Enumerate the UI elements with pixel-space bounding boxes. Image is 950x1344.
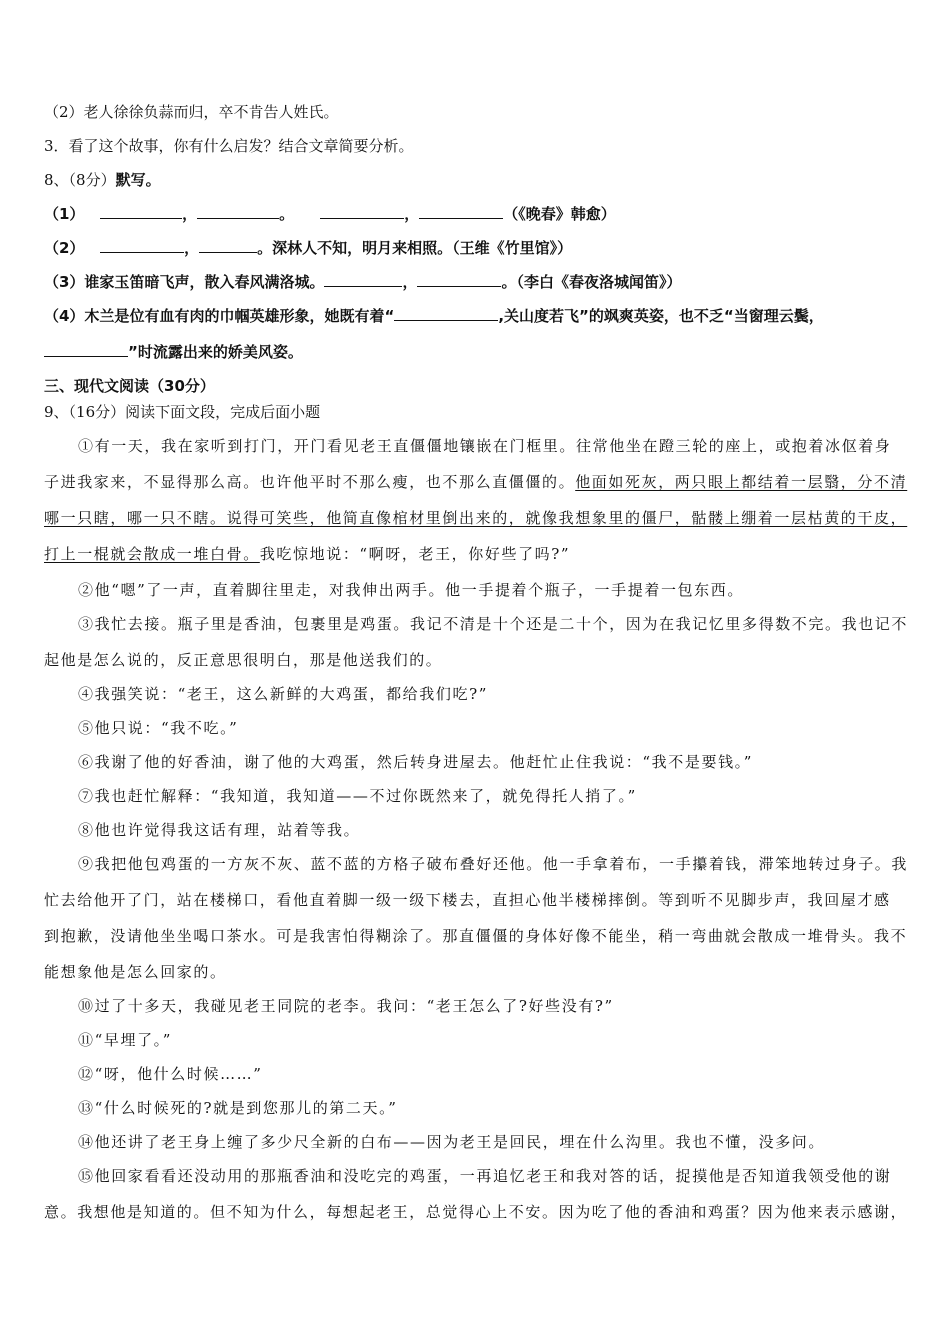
- paragraph-1-line-4: 打上一棍就会散成一堆白骨。我吃惊地说：“啊呀，老王，你好些了吗?”: [44, 545, 571, 563]
- paragraph-9-line-3: 到抱歉，没请他坐坐喝口茶水。可是我害怕得糊涂了。那直僵僵的身体好像不能坐，稍一弯曲就会散成一堆骨头。我不: [44, 927, 908, 945]
- paragraph-2: ②他“嗯”了一声，直着脚往里走，对我伸出两手。他一手提着个瓶子，一手提着一包东西。: [78, 581, 744, 599]
- paragraph-14: ⑭他还讲了老王身上缠了多少尺全新的白布——因为老王是回民，埋在什么沟里。我也不懂，没多问。: [78, 1133, 826, 1151]
- section-3-heading: 三、现代文阅读（30分）: [44, 377, 215, 395]
- blank[interactable]: [394, 306, 498, 321]
- blank[interactable]: [320, 204, 404, 219]
- paragraph-9-line-1: ⑨我把他包鸡蛋的一方灰不灰、蓝不蓝的方格子破布叠好还他。他一手拿着布，一手攥着钱，滞笨地转过身子。我: [78, 855, 909, 873]
- paragraph-9-line-2: 忙去给他开了门，站在楼梯口，看他直着脚一级一级下楼去，直担心他半楼梯摔倒。等到听不见脚步声，我回屋才感: [44, 891, 891, 909]
- blank[interactable]: [197, 204, 279, 219]
- blank[interactable]: [324, 272, 402, 287]
- paragraph-9-line-4: 能想象他是怎么回家的。: [44, 963, 227, 981]
- paragraph-1-line-2: 子进我家来，不显得那么高。也许他平时不那么瘦，也不那么直僵僵的。他面如死灰，两只眼上都结着一层翳，分不清: [44, 473, 908, 491]
- paragraph-15-line-2: 意。我想他是知道的。但不知为什么，每想起老王，总觉得心上不安。因为吃了他的香油和鸡蛋？因为他来表示感谢，: [44, 1203, 908, 1221]
- dictation-item-1: （1） ， 。 ， （《晚春》韩愈）: [44, 205, 616, 223]
- question-9-header: 9、（16分）阅读下面文段，完成后面小题: [44, 403, 321, 421]
- blank[interactable]: [417, 272, 501, 287]
- blank[interactable]: [419, 204, 503, 219]
- paragraph-6: ⑥我谢了他的好香油，谢了他的大鸡蛋，然后转身进屋去。他赶忙止住我说：“我不是要钱。”: [78, 753, 754, 771]
- paragraph-10: ⑩过了十多天，我碰见老王同院的老李。我问：“老王怎么了?好些没有?”: [78, 997, 614, 1015]
- paragraph-12: ⑫“呀，他什么时候……”: [78, 1065, 263, 1083]
- paragraph-11: ⑪“早埋了。”: [78, 1031, 173, 1049]
- paragraph-7: ⑦我也赶忙解释：“我知道，我知道——不过你既然来了，就免得托人捎了。”: [78, 787, 637, 805]
- blank[interactable]: [44, 342, 128, 357]
- answer-line-2: （2）老人徐徐负蒜而归，卒不肯告人姓氏。: [44, 103, 339, 121]
- paragraph-4: ④我强笑说：“老王，这么新鲜的大鸡蛋，都给我们吃?”: [78, 685, 488, 703]
- blank[interactable]: [100, 238, 184, 253]
- paragraph-3-line-1: ③我忙去接。瓶子里是香油，包裹里是鸡蛋。我记不清是十个还是二十个，因为在我记忆里多得数不完。我也记不: [78, 615, 909, 633]
- question-3: 3．看了这个故事，你有什么启发？结合文章简要分析。: [44, 137, 414, 155]
- paragraph-8: ⑧他也许觉得我这话有理，站着等我。: [78, 821, 361, 839]
- paragraph-13: ⑬“什么时候死的?就是到您那儿的第二天。”: [78, 1099, 398, 1117]
- blank[interactable]: [199, 238, 257, 253]
- question-8-header: 8、（8分）默写。: [44, 171, 161, 189]
- dictation-item-3: （3）谁家玉笛暗飞声，散入春风满洛城。 ， 。（李白《春夜洛城闻笛》）: [44, 273, 682, 291]
- paragraph-1-line-3: 哪一只瞎，哪一只不瞎。说得可笑些，他简直像棺材里倒出来的，就像我想象里的僵尸，骷髅上绷着一层枯黄的干皮，: [44, 509, 908, 527]
- dictation-item-4: （4）木兰是位有血有肉的巾帼英雄形象，她既有着“ ,关山度若飞”的飒爽英姿，也不乏“当窗理云鬓，: [44, 307, 824, 325]
- paragraph-15-line-1: ⑮他回家看看还没动用的那瓶香油和没吃完的鸡蛋，一再追忆老王和我对答的话，捉摸他是否知道我领受他的谢: [78, 1167, 892, 1185]
- paragraph-3-line-2: 起他是怎么说的，反正意思很明白，那是他送我们的。: [44, 651, 443, 669]
- paragraph-1-line-1: ①有一天，我在家听到打门，开门看见老王直僵僵地镶嵌在门框里。往常他坐在蹬三轮的座上，或抱着冰伛着身: [78, 437, 892, 455]
- dictation-item-2: （2） ， 。深林人不知，明月来相照。（王维《竹里馆》）: [44, 239, 573, 257]
- paragraph-5: ⑤他只说：“我不吃。”: [78, 719, 239, 737]
- dictation-item-4-cont: ”时流露出来的娇美风姿。: [44, 342, 910, 362]
- blank[interactable]: [100, 204, 182, 219]
